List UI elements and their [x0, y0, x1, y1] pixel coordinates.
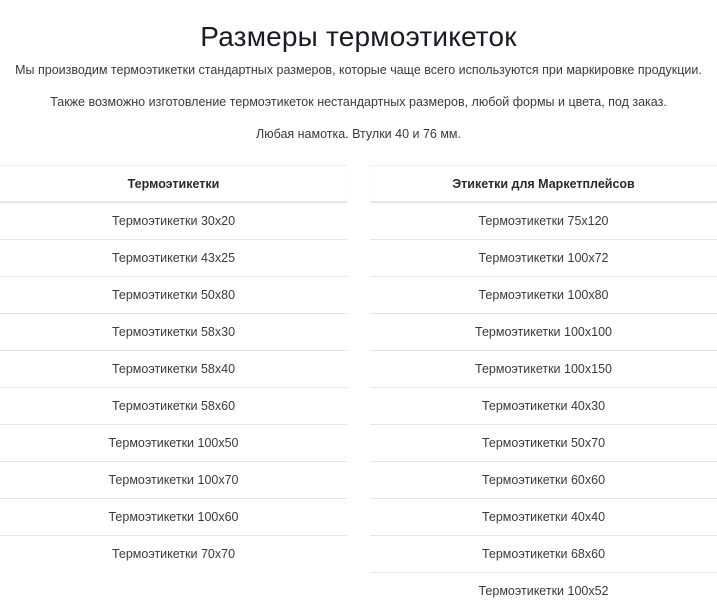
marketplace-labels-table: [370, 165, 717, 609]
intro-paragraph: Мы производим термоэтикетки стандартных размеров, которые чаще всего используются при маркировке продукции.: [15, 62, 702, 77]
table-row[interactable]: Термоэтикетки 50x80: [0, 277, 347, 314]
table-row[interactable]: Термоэтикетки 40x30: [370, 388, 717, 425]
table-row[interactable]: Термоэтикетки 100x52: [478, 584, 609, 598]
table-row[interactable]: Термоэтикетки 58x40: [0, 351, 347, 388]
table-header: Этикетки для Маркетплейсов: [370, 165, 717, 203]
table-row[interactable]: Термоэтикетки 30x20: [0, 203, 347, 240]
table-row[interactable]: Термоэтикетки 100x100: [370, 314, 717, 351]
table-row[interactable]: Термоэтикетки 40x40: [370, 499, 717, 536]
thermal-labels-table: [0, 165, 347, 572]
table-row[interactable]: Термоэтикетки 100x72: [370, 240, 717, 277]
table-row[interactable]: Термоэтикетки 60x60: [370, 462, 717, 499]
table-row[interactable]: Термоэтикетки 100x60: [0, 499, 347, 536]
table-row[interactable]: Термоэтикетки 100x80: [370, 277, 717, 314]
winding-paragraph: Любая намотка. Втулки 40 и 76 мм.: [256, 126, 461, 141]
page-title: Размеры термоэтикеток: [200, 20, 517, 52]
table-row[interactable]: Термоэтикетки 58x30: [0, 314, 347, 351]
table-header: Термоэтикетки: [0, 165, 347, 203]
table-row[interactable]: Термоэтикетки 58x60: [0, 388, 347, 425]
table-row[interactable]: Термоэтикетки 43x25: [0, 240, 347, 277]
table-row[interactable]: Термоэтикетки 100x70: [0, 462, 347, 499]
table-row[interactable]: Термоэтикетки 70x70: [111, 547, 236, 561]
table-row[interactable]: Термоэтикетки 50x70: [370, 425, 717, 462]
table-row[interactable]: Термоэтикетки 68x60: [370, 536, 717, 573]
custom-order-paragraph: Также возможно изготовление термоэтикеток нестандартных размеров, любой формы и цвета, под заказ.: [50, 94, 667, 109]
table-row[interactable]: Термоэтикетки 100x50: [0, 425, 347, 462]
table-row[interactable]: Термоэтикетки 75x120: [370, 203, 717, 240]
table-row[interactable]: Термоэтикетки 100x150: [370, 351, 717, 388]
